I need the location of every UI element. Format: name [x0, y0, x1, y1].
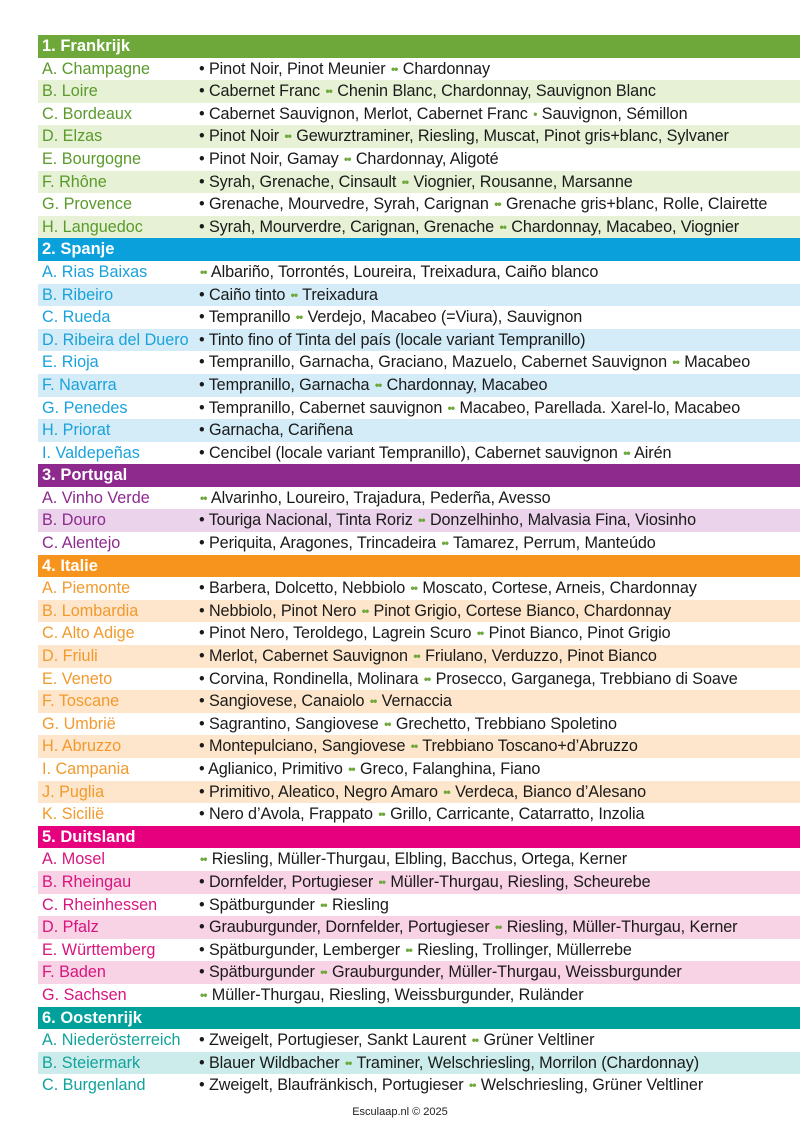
region-row: [38, 532, 800, 555]
section-header-es: 2. Spanje: [38, 238, 800, 261]
red-grapes: Nero d’Avola, Frappato: [208, 805, 373, 824]
section-header-pt: 3. Portugal: [38, 464, 800, 487]
white-grapes: Pinot Bianco, Pinot Grigio: [484, 624, 671, 643]
separator-dots-icon: ••: [476, 626, 484, 641]
red-grapes: Cabernet Sauvignon, Merlot, Cabernet Franc: [208, 104, 528, 123]
section-it: [38, 555, 800, 826]
white-grapes: Sauvignon, Sémillon: [537, 104, 688, 123]
region-row: [38, 397, 800, 420]
grape-list: [199, 894, 389, 917]
bullet-icon: •: [199, 534, 209, 553]
separator-dots-icon: ••: [423, 671, 431, 686]
red-grapes: Touriga Nacional, Tinta Roriz: [208, 511, 413, 530]
grape-list: [199, 193, 767, 216]
separator-dots-icon: ••: [200, 264, 207, 279]
grape-list: [199, 58, 490, 81]
white-grapes: Verdejo, Macabeo (=Viura), Sauvignon: [303, 308, 583, 327]
region-row: [38, 622, 800, 645]
region-row: [38, 329, 800, 352]
region-name: A. Rias Baixas: [42, 262, 148, 281]
region-name: B. Steiermark: [42, 1053, 141, 1072]
grape-list: [199, 80, 656, 103]
grape-list: [199, 329, 585, 352]
red-grapes: Syrah, Mourverdre, Carignan, Grenache: [208, 217, 495, 236]
region-row: [38, 735, 800, 758]
red-grapes: Blauer Wildbacher: [208, 1053, 340, 1072]
separator-dots-icon: ••: [361, 603, 369, 618]
white-grapes: Airén: [630, 443, 672, 462]
bullet-icon: •: [199, 963, 209, 982]
bullet-icon: •: [199, 195, 209, 214]
red-grapes: Barbera, Dolcetto, Nebbiolo: [208, 579, 406, 598]
bullet-icon: •: [199, 172, 209, 191]
grape-list: [199, 735, 638, 758]
region-row: [38, 442, 800, 465]
region-row: [38, 781, 800, 804]
white-grapes: Macabeo: [679, 353, 751, 372]
bullet-icon: •: [199, 104, 209, 123]
region-name: C. Alentejo: [42, 534, 121, 553]
region-row: [38, 939, 800, 962]
section-de: [38, 826, 800, 1007]
bullet-icon: •: [199, 398, 209, 417]
region-row: [38, 125, 800, 148]
separator-dots-icon: ••: [441, 536, 448, 551]
separator-dots-icon: ••: [384, 716, 391, 731]
region-row: [38, 1029, 800, 1052]
bullet-icon: •: [199, 308, 209, 327]
region-row: [38, 803, 800, 826]
white-grapes: Verdeca, Bianco d’Alesano: [450, 782, 647, 801]
red-grapes: Caiño tinto: [208, 285, 286, 304]
region-row: [38, 1052, 800, 1075]
region-name: H. Languedoc: [42, 217, 143, 236]
red-grapes: Syrah, Grenache, Cinsault: [208, 172, 397, 191]
separator-dots-icon: ••: [413, 649, 420, 664]
separator-dots-icon: ••: [295, 310, 303, 325]
bullet-icon: •: [199, 872, 209, 891]
white-grapes: Alvarinho, Loureiro, Trajadura, Pederña, Avesso: [207, 488, 551, 507]
region-row: [38, 848, 800, 871]
separator-dots-icon: ••: [325, 84, 332, 99]
red-grapes: Corvina, Rondinella, Molinara: [208, 669, 419, 688]
white-grapes: Grenache gris+blanc, Rolle, Clairette: [501, 195, 768, 214]
red-grapes: Cabernet Franc: [208, 82, 321, 101]
white-grapes: Müller-Thurgau, Riesling, Weissburgunder, Ruländer: [207, 985, 584, 1004]
separator-dots-icon: ••: [499, 219, 506, 234]
section-header-at: 6. Oostenrijk: [38, 1007, 800, 1030]
grape-list: [199, 171, 633, 194]
region-name: B. Ribeiro: [42, 285, 114, 304]
grape-list: [199, 284, 378, 307]
white-grapes: Viognier, Rousanne, Marsanne: [409, 172, 633, 191]
region-name: D. Pfalz: [42, 918, 99, 937]
region-row: [38, 103, 800, 126]
region-name: G. Provence: [42, 195, 132, 214]
grape-list: [199, 758, 540, 781]
bullet-icon: •: [199, 353, 209, 372]
separator-dots-icon: ••: [410, 739, 418, 754]
region-name: G. Penedes: [42, 398, 128, 417]
separator-dots-icon: ••: [418, 513, 425, 528]
region-row: [38, 577, 800, 600]
region-row: [38, 645, 800, 668]
red-grapes: Spätburgunder, Lemberger: [208, 940, 401, 959]
red-grapes: Tinto fino of Tinta del país (locale variant Tempranillo): [208, 330, 586, 349]
white-grapes: Trebbiano Toscano+d’Abruzzo: [418, 737, 638, 756]
separator-dots-icon: ••: [469, 1078, 476, 1093]
bullet-icon: •: [199, 443, 209, 462]
region-name: F. Baden: [42, 963, 106, 982]
white-grapes: Chardonnay, Macabeo, Viognier: [506, 217, 740, 236]
grape-list: [199, 781, 646, 804]
section-header-de: 5. Duitsland: [38, 826, 800, 849]
grape-list: [199, 713, 617, 736]
grape-list: [199, 487, 551, 510]
region-row: [38, 1074, 800, 1097]
region-name: F. Navarra: [42, 375, 117, 394]
red-grapes: Pinot Noir, Pinot Meunier: [208, 59, 386, 78]
separator-dots-icon: ••: [390, 61, 398, 76]
bullet-icon: •: [199, 421, 209, 440]
region-name: C. Bordeaux: [42, 104, 132, 123]
grape-list: [199, 622, 671, 645]
red-grapes: Aglianico, Primitivo: [208, 760, 343, 778]
grape-list: [199, 1074, 703, 1097]
grape-list: [199, 261, 598, 284]
region-row: [38, 668, 800, 691]
separator-dots-icon: ••: [290, 287, 298, 302]
white-grapes: Chardonnay, Aligoté: [351, 149, 499, 168]
separator-dots-icon: ••: [344, 1055, 352, 1070]
white-grapes: Chardonnay, Macabeo: [382, 375, 548, 394]
region-name: B. Lombardia: [42, 601, 139, 620]
region-name: D. Ribeira del Duero: [42, 330, 189, 349]
separator-dots-icon: ••: [200, 852, 207, 867]
bullet-icon: •: [199, 1076, 209, 1095]
region-name: C. Rueda: [42, 308, 111, 327]
region-name: J. Puglia: [42, 782, 105, 801]
region-name: B. Loire: [42, 82, 98, 101]
red-grapes: Pinot Noir: [208, 127, 280, 146]
wine-grape-table: [38, 35, 800, 1097]
region-name: I. Valdepeñas: [42, 443, 140, 462]
white-grapes: Prosecco, Garganega, Trebbiano di Soave: [431, 669, 738, 688]
region-name: A. Niederösterreich: [42, 1031, 181, 1050]
bullet-icon: •: [199, 285, 209, 304]
region-row: [38, 306, 800, 329]
grape-list: [199, 577, 697, 600]
grape-list: [199, 803, 644, 826]
region-row: [38, 284, 800, 307]
white-grapes: Moscato, Cortese, Arneis, Chardonnay: [417, 579, 697, 598]
separator-dots-icon: ••: [447, 400, 455, 415]
region-name: C. Alto Adige: [42, 624, 135, 643]
white-grapes: Grechetto, Trebbiano Spoletino: [391, 714, 617, 733]
grape-list: [199, 645, 657, 668]
bullet-icon: •: [199, 737, 209, 756]
region-row: [38, 80, 800, 103]
region-row: [38, 261, 800, 284]
grape-list: [199, 939, 632, 962]
region-name: B. Rheingau: [42, 872, 132, 891]
region-row: [38, 600, 800, 623]
region-row: [38, 419, 800, 442]
grape-list: [199, 103, 687, 126]
region-name: F. Toscane: [42, 692, 120, 711]
grape-list: [199, 148, 499, 171]
section-fr: [38, 35, 800, 238]
separator-dots-icon: ••: [344, 151, 351, 166]
region-name: A. Piemonte: [42, 579, 131, 598]
grape-list: [199, 871, 650, 894]
separator-dots-icon: ••: [410, 581, 417, 596]
region-row: [38, 193, 800, 216]
separator-dots-icon: ••: [374, 377, 382, 392]
grape-list: [199, 125, 729, 148]
separator-dots-icon: ••: [443, 784, 450, 799]
region-name: F. Rhône: [42, 172, 107, 191]
bullet-icon: •: [199, 692, 209, 711]
separator-dots-icon: ••: [320, 897, 327, 912]
grape-list: [199, 984, 584, 1007]
white-grapes: Riesling, Trollinger, Müllerrebe: [412, 940, 632, 959]
red-grapes: Tempranillo: [208, 308, 291, 327]
bullet-icon: •: [199, 375, 209, 394]
separator-dots-icon: ••: [284, 129, 291, 144]
white-grapes: Gewurztraminer, Riesling, Muscat, Pinot gris+blanc, Sylvaner: [291, 127, 729, 146]
white-grapes: Greco, Falanghina, Fiano: [355, 760, 541, 778]
white-grapes: Tamarez, Perrum, Manteúdo: [448, 534, 656, 553]
region-row: [38, 871, 800, 894]
section-pt: [38, 464, 800, 554]
red-grapes: Pinot Noir, Gamay: [208, 149, 339, 168]
bullet-icon: •: [199, 82, 209, 101]
white-grapes: Müller-Thurgau, Riesling, Scheurebe: [385, 872, 651, 891]
grape-list: [199, 442, 671, 465]
red-grapes: Periquita, Aragones, Trincadeira: [208, 534, 437, 553]
grape-list: [199, 419, 353, 442]
grape-list: [199, 374, 547, 397]
bullet-icon: •: [199, 782, 209, 801]
region-name: C. Burgenland: [42, 1076, 146, 1095]
region-row: [38, 58, 800, 81]
bullet-icon: •: [199, 1031, 209, 1050]
region-name: A. Vinho Verde: [42, 488, 150, 507]
white-grapes: Riesling, Müller-Thurgau, Elbling, Bacchus, Ortega, Kerner: [207, 850, 628, 869]
red-grapes: Grauburgunder, Dornfelder, Portugieser: [208, 918, 490, 937]
bullet-icon: •: [199, 127, 209, 146]
region-row: [38, 509, 800, 532]
bullet-icon: •: [199, 579, 209, 598]
region-row: [38, 487, 800, 510]
separator-dots-icon: ••: [623, 445, 630, 460]
bullet-icon: •: [199, 714, 209, 733]
separator-dots-icon: ••: [494, 920, 502, 935]
region-row: [38, 758, 800, 781]
bullet-icon: •: [199, 149, 209, 168]
separator-dots-icon: ••: [320, 965, 327, 980]
region-row: [38, 916, 800, 939]
region-row: [38, 216, 800, 239]
separator-dots-icon: •: [533, 106, 537, 121]
white-grapes: Vernaccia: [377, 692, 452, 711]
grape-list: [199, 848, 627, 871]
region-name: G. Umbrië: [42, 714, 116, 733]
separator-dots-icon: ••: [200, 490, 207, 505]
red-grapes: Pinot Nero, Teroldego, Lagrein Scuro: [208, 624, 472, 643]
grape-list: [199, 216, 739, 239]
region-row: [38, 351, 800, 374]
region-name: E. Bourgogne: [42, 149, 141, 168]
white-grapes: Grauburgunder, Müller-Thurgau, Weissburgunder: [327, 963, 682, 982]
separator-dots-icon: ••: [378, 807, 385, 822]
red-grapes: Spätburgunder: [208, 963, 315, 982]
white-grapes: Donzelhinho, Malvasia Fina, Viosinho: [425, 511, 696, 530]
grape-list: [199, 1029, 594, 1052]
red-grapes: Tempranillo, Garnacha, Graciano, Mazuelo, Cabernet Sauvignon: [208, 353, 667, 372]
bullet-icon: •: [199, 601, 209, 620]
white-grapes: Traminer, Welschriesling, Morrilon (Chardonnay): [352, 1053, 699, 1072]
region-name: A. Mosel: [42, 850, 105, 869]
red-grapes: Nebbiolo, Pinot Nero: [208, 601, 357, 620]
section-at: [38, 1007, 800, 1097]
region-row: [38, 894, 800, 917]
white-grapes: Welschriesling, Grüner Veltliner: [476, 1076, 704, 1095]
bullet-icon: •: [199, 647, 209, 666]
region-name: I. Campania: [42, 760, 130, 778]
red-grapes: Sangiovese, Canaiolo: [208, 692, 365, 711]
bullet-icon: •: [199, 511, 209, 530]
white-grapes: Macabeo, Parellada. Xarel-lo, Macabeo: [455, 398, 741, 417]
region-name: A. Champagne: [42, 59, 150, 78]
bullet-icon: •: [199, 217, 209, 236]
red-grapes: Sagrantino, Sangiovese: [208, 714, 379, 733]
region-name: B. Douro: [42, 511, 106, 530]
bullet-icon: •: [199, 805, 209, 824]
section-header-it: 4. Italie: [38, 555, 800, 578]
region-name: E. Rioja: [42, 353, 99, 372]
region-row: [38, 374, 800, 397]
region-row: [38, 984, 800, 1007]
white-grapes: Albariño, Torrontés, Loureira, Treixadura, Caiño blanco: [207, 262, 599, 281]
red-grapes: Spätburgunder: [208, 895, 315, 914]
separator-dots-icon: ••: [494, 197, 501, 212]
grape-list: [199, 916, 737, 939]
separator-dots-icon: ••: [200, 987, 207, 1002]
footer-copyright: Esculaap.nl © 2025: [352, 1106, 448, 1118]
grape-list: [199, 600, 671, 623]
bullet-icon: •: [199, 624, 209, 643]
red-grapes: Zweigelt, Portugieser, Sankt Laurent: [208, 1031, 467, 1050]
white-grapes: Chenin Blanc, Chardonnay, Sauvignon Blanc: [332, 82, 656, 101]
bullet-icon: •: [199, 1053, 209, 1072]
bullet-icon: •: [199, 59, 209, 78]
region-name: D. Elzas: [42, 127, 103, 146]
red-grapes: Montepulciano, Sangiovese: [208, 737, 406, 756]
grape-list: [199, 961, 682, 984]
region-name: C. Rheinhessen: [42, 895, 158, 914]
region-row: [38, 961, 800, 984]
grape-list: [199, 532, 656, 555]
grape-list: [199, 690, 452, 713]
region-row: [38, 713, 800, 736]
red-grapes: Cencibel (locale variant Tempranillo), Cabernet sauvignon: [208, 443, 618, 462]
section-es: [38, 238, 800, 464]
separator-dots-icon: ••: [471, 1033, 479, 1048]
red-grapes: Grenache, Mourvedre, Syrah, Carignan: [208, 195, 489, 214]
separator-dots-icon: ••: [348, 762, 355, 776]
bullet-icon: •: [199, 330, 209, 349]
white-grapes: Riesling, Müller-Thurgau, Kerner: [502, 918, 738, 937]
separator-dots-icon: ••: [369, 694, 377, 709]
separator-dots-icon: ••: [405, 942, 412, 957]
region-name: E. Veneto: [42, 669, 113, 688]
grape-list: [199, 397, 740, 420]
region-name: H. Priorat: [42, 421, 111, 440]
red-grapes: Primitivo, Aleatico, Negro Amaro: [208, 782, 438, 801]
region-name: K. Sicilië: [42, 805, 105, 824]
region-name: G. Sachsen: [42, 985, 127, 1004]
region-name: D. Friuli: [42, 647, 98, 666]
grape-list: [199, 1052, 699, 1075]
grape-list: [199, 351, 750, 374]
bullet-icon: •: [199, 940, 209, 959]
separator-dots-icon: ••: [401, 174, 409, 189]
grape-list: [199, 509, 696, 532]
region-row: [38, 171, 800, 194]
separator-dots-icon: ••: [672, 355, 679, 370]
bullet-icon: •: [199, 760, 209, 778]
region-name: H. Abruzzo: [42, 737, 122, 756]
white-grapes: Chardonnay: [398, 59, 490, 78]
red-grapes: Garnacha, Cariñena: [208, 421, 353, 440]
white-grapes: Pinot Grigio, Cortese Bianco, Chardonnay: [369, 601, 671, 620]
white-grapes: Riesling: [327, 895, 389, 914]
red-grapes: Zweigelt, Blaufränkisch, Portugieser: [208, 1076, 464, 1095]
region-row: [38, 148, 800, 171]
red-grapes: Tempranillo, Cabernet sauvignon: [208, 398, 443, 417]
grape-list: [199, 668, 738, 691]
red-grapes: Tempranillo, Garnacha: [208, 375, 370, 394]
white-grapes: Friulano, Verduzzo, Pinot Bianco: [420, 647, 657, 666]
red-grapes: Merlot, Cabernet Sauvignon: [208, 647, 408, 666]
white-grapes: Treixadura: [298, 285, 378, 304]
white-grapes: Grüner Veltliner: [479, 1031, 595, 1050]
region-row: [38, 690, 800, 713]
grape-list: [199, 306, 582, 329]
separator-dots-icon: ••: [378, 874, 385, 889]
region-name: E. Württemberg: [42, 940, 156, 959]
section-header-fr: 1. Frankrijk: [38, 35, 800, 58]
bullet-icon: •: [199, 918, 209, 937]
bullet-icon: •: [199, 669, 209, 688]
bullet-icon: •: [199, 895, 209, 914]
red-grapes: Dornfelder, Portugieser: [208, 872, 374, 891]
white-grapes: Grillo, Carricante, Catarratto, Inzolia: [385, 805, 645, 824]
